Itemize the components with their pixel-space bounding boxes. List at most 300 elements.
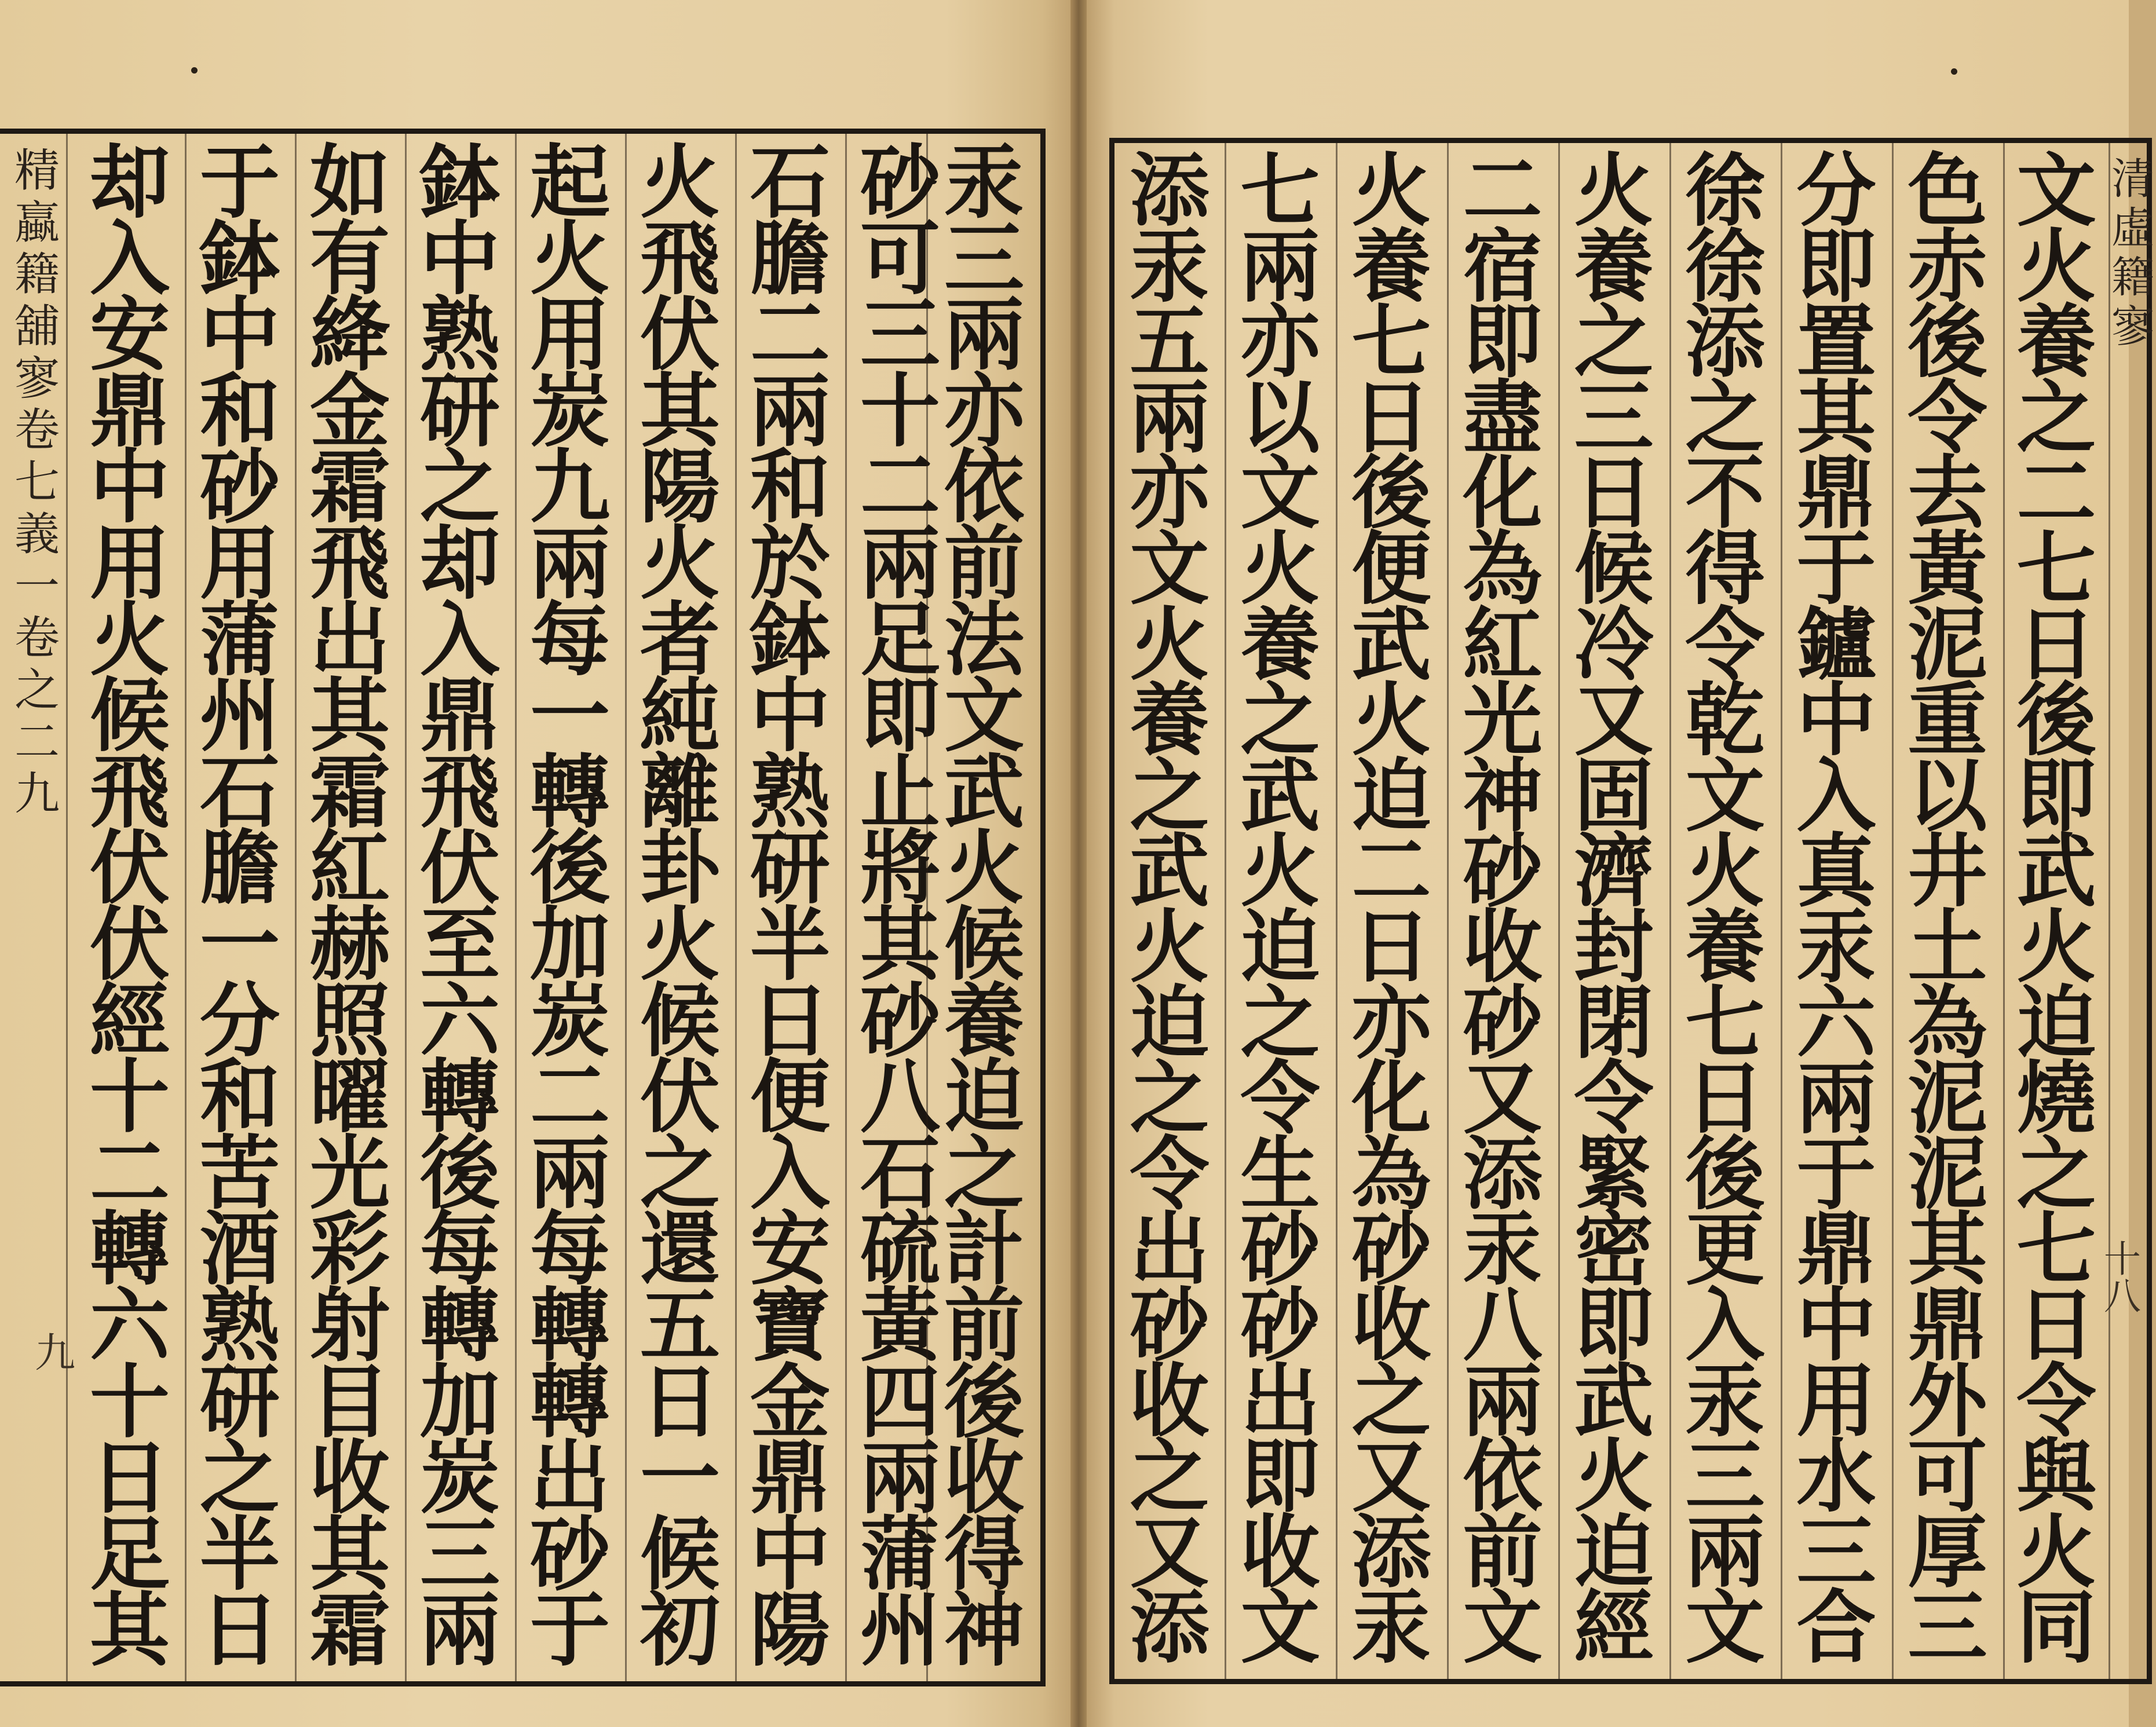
text-char: 鼎 [750,1430,831,1525]
text-char: 絳 [309,287,390,382]
text-char: 石 [860,1125,941,1220]
text-char: 可 [1907,1430,1987,1524]
text-char: 去 [1907,447,1987,540]
text-char: 七 [2016,522,2096,616]
text-char: 更 [1685,1203,1765,1297]
text-char: 泥 [1907,1127,1987,1221]
text-char: 熟 [199,1278,280,1373]
text-char: 卷 [14,612,60,665]
text-char: 安 [89,287,170,382]
text-char: 徐 [1685,144,1765,237]
text-char: 伏 [89,897,170,991]
text-char: 十 [89,1049,170,1144]
text-char: 光 [309,1125,390,1220]
text-char: 可 [860,211,941,306]
text-char: 外 [1907,1354,1987,1448]
text-char: 起 [529,135,611,229]
text-char: 三 [1574,371,1654,464]
text-char: 其 [309,1506,390,1601]
left-folio: 九 [35,1329,75,1377]
text-char: 之 [1240,976,1320,1070]
text-char: 中 [1796,1278,1876,1372]
text-char: 收 [309,1430,390,1525]
text-char: 研 [199,1354,280,1449]
text-char: 止 [860,744,941,839]
text-char: 精 [14,145,60,197]
text-char: 飛 [309,515,390,610]
text-char: 砂 [1351,1203,1431,1297]
text-char: 義 [14,508,60,561]
text-char: 光 [1463,674,1543,767]
text-char: 文 [1463,1581,1543,1675]
text-char: 卷 [14,404,60,457]
text-char: 日 [89,1430,170,1525]
text-char: 足 [860,592,941,687]
text-char: 熟 [419,287,500,382]
text-char: 霜 [309,440,390,535]
right-column-6 [1448,143,1557,1689]
text-char: 日 [750,973,831,1068]
text-char: 為 [1907,976,1987,1070]
text-char: 即 [1240,1430,1320,1524]
text-char: 寥 [14,352,60,405]
text-char: 彩 [309,1202,390,1297]
text-char: 黃 [860,1278,941,1373]
text-char: 中 [1796,674,1876,767]
text-char: 合 [1796,1581,1876,1675]
text-char: 又 [1351,1430,1431,1524]
text-char: 前 [944,1278,1025,1373]
text-char: 泥 [1907,1052,1987,1146]
right-text-frame [1109,138,2152,1684]
text-char: 宿 [1463,219,1543,313]
text-char: 伏 [419,821,500,916]
text-char: 于 [199,135,280,229]
left-column-1 [932,134,1036,1692]
right-margin-title [2110,143,2156,1691]
text-char: 之 [640,1125,721,1220]
right-column-5 [1559,143,1668,1689]
text-char: 金 [750,1354,831,1449]
text-char: 收 [944,1430,1025,1525]
text-char: 每 [529,1202,611,1297]
text-char: 日 [640,1354,721,1449]
text-char: 之 [944,1125,1025,1220]
text-char: 金 [309,363,390,458]
text-char: 火 [1130,598,1209,691]
text-char: 苦 [199,1125,280,1220]
text-char: 却 [89,135,170,229]
text-char: 令 [2016,1354,2096,1448]
text-char: 令 [1685,598,1765,691]
text-char: 神 [944,1583,1025,1678]
text-char: 計 [944,1202,1025,1297]
text-char: 足 [89,1506,170,1601]
text-char: 加 [529,897,611,991]
text-char: 三 [944,211,1025,306]
text-char: 砂 [1240,1203,1320,1297]
text-char: 其 [89,1583,170,1678]
text-char: 半 [750,897,831,991]
text-char: 初 [640,1583,721,1678]
left-text-frame [0,129,1046,1686]
text-char: 收 [1463,900,1543,994]
text-char: 膽 [199,821,280,916]
text-char: 石 [199,744,280,839]
text-char: 霜 [309,744,390,839]
text-char: 火 [1240,825,1320,919]
text-char: 二 [89,1125,170,1220]
text-char: 鼎 [1796,1203,1876,1297]
text-char: 日 [1574,447,1654,540]
text-char: 便 [750,1049,831,1144]
text-char: 迫 [1240,900,1320,994]
right-folio: 十八 [2097,1239,2140,1313]
right-column-8 [1226,143,1335,1689]
text-char: 霜 [309,1583,390,1678]
text-char: 一 [199,897,280,991]
text-char: 盡 [1463,371,1543,464]
right-column-3 [1782,143,1891,1689]
text-char: 其 [1907,1203,1987,1297]
text-char: 前 [1463,1505,1543,1599]
text-char: 伏 [640,287,721,382]
text-char: 八 [1463,1278,1543,1372]
text-char: 六 [1796,976,1876,1070]
text-char: 熟 [750,744,831,839]
text-char: 兩 [1240,219,1320,313]
text-char: 伏 [89,821,170,916]
text-char: 飛 [640,211,721,306]
text-char: 之 [1574,295,1654,389]
text-char: 用 [199,515,280,610]
text-char: 生 [1240,1127,1320,1221]
text-char: 硫 [860,1202,941,1297]
text-char: 後 [419,1125,500,1220]
text-char: 真 [1796,825,1876,919]
text-char: 虛 [2111,203,2154,254]
text-char: 文 [1240,1581,1320,1675]
text-char: 出 [1130,1203,1209,1297]
text-char: 砂 [1240,1278,1320,1372]
text-char: 于 [529,1583,611,1678]
text-char: 三 [1796,1505,1876,1599]
text-char: 入 [1796,749,1876,843]
text-char: 亦 [1130,447,1209,540]
text-char: 二 [750,287,831,382]
text-char: 者 [640,592,721,687]
text-char: 武 [1574,1354,1654,1448]
text-char: 又 [1463,1052,1543,1146]
text-char: 便 [1351,522,1431,616]
text-char: 一 [640,1430,721,1525]
text-char: 六 [89,1278,170,1373]
text-char: 砂 [529,1506,611,1601]
text-char: 一 [14,560,60,613]
text-char: 射 [309,1278,390,1373]
text-char: 兩 [750,363,831,458]
text-char: 鼎 [1907,1278,1987,1372]
text-char: 赤 [1907,219,1987,313]
text-char: 兩 [1796,1052,1876,1146]
text-char: 養 [1351,219,1431,313]
text-char: 之 [1240,674,1320,767]
text-char: 之 [1130,1430,1209,1524]
text-char: 入 [750,1125,831,1220]
text-char: 日 [1685,1052,1765,1146]
text-char: 密 [1574,1203,1654,1297]
right-column-4 [1671,143,1779,1689]
text-char: 日 [199,1583,280,1678]
text-char: 九 [529,440,611,535]
text-char: 如 [309,135,390,229]
text-char: 州 [860,1583,941,1678]
text-char: 即 [860,668,941,763]
text-char: 汞 [1796,900,1876,994]
text-char: 候 [1574,522,1654,616]
text-char: 和 [750,440,831,535]
left-column-8 [185,134,295,1692]
text-char: 于 [1796,522,1876,616]
text-char: 寶 [750,1278,831,1373]
text-char: 有 [309,211,390,306]
text-char: 二 [1351,825,1431,919]
text-char: 日 [1351,900,1431,994]
text-char: 後 [1351,447,1431,540]
text-char: 陽 [750,1583,831,1678]
text-char: 即 [1796,219,1876,313]
text-char: 火 [1351,144,1431,237]
text-char: 赫 [309,897,390,991]
text-char: 同 [2016,1581,2096,1675]
text-char: 即 [2016,749,2096,843]
text-char: 六 [419,973,500,1068]
text-char: 其 [309,668,390,763]
text-char: 水 [1796,1430,1876,1524]
text-char: 文 [2016,144,2096,237]
text-char: 收 [1130,1354,1209,1448]
text-char: 出 [529,1430,611,1525]
text-char: 添 [1130,144,1209,237]
text-char: 汞 [944,135,1025,229]
text-char: 養 [1574,219,1654,313]
text-char: 添 [1463,1127,1543,1221]
text-char: 三 [419,1506,500,1601]
left-column-9 [75,134,185,1692]
text-char: 之 [2016,1127,2096,1221]
text-char: 日 [1351,371,1431,464]
text-char: 火 [640,515,721,610]
text-char: 火 [1685,825,1765,919]
text-char: 候 [640,973,721,1068]
text-char: 九 [14,768,60,821]
text-char: 轉 [89,1202,170,1297]
text-char: 置 [1796,295,1876,389]
text-char: 養 [1240,598,1320,691]
text-char: 又 [1130,1505,1209,1599]
text-char: 火 [1351,674,1431,767]
text-char: 其 [860,897,941,991]
text-char: 鉢 [419,135,500,229]
text-char: 文 [1685,1581,1765,1675]
text-char: 砂 [860,973,941,1068]
text-char: 亦 [1351,976,1431,1070]
text-char: 三 [860,287,941,382]
text-char: 火 [1240,522,1320,616]
text-char: 法 [944,592,1025,687]
text-char: 于 [1796,1127,1876,1221]
text-char: 至 [419,897,500,991]
text-char: 炭 [419,1430,500,1525]
text-char: 色 [1907,144,1987,237]
text-char: 伏 [640,1049,721,1144]
text-char: 二 [1463,144,1543,237]
text-char: 火 [2016,900,2096,994]
text-char: 每 [529,592,611,687]
text-char: 還 [640,1202,721,1297]
text-char: 七 [14,456,60,509]
text-char: 純 [640,668,721,763]
text-char: 炭 [529,973,611,1068]
text-char: 武 [944,744,1025,839]
text-char: 中 [199,287,280,382]
text-char: 收 [1240,1505,1320,1599]
text-char: 半 [199,1506,280,1601]
text-char: 候 [640,1506,721,1601]
text-char: 用 [1796,1354,1876,1448]
text-char: 不 [1685,447,1765,540]
text-char: 之 [1351,1354,1431,1448]
text-char: 兩 [860,1430,941,1525]
text-char: 却 [419,515,500,610]
text-char: 添 [1351,1505,1431,1599]
text-char: 迫 [1351,749,1431,843]
text-char: 中 [89,440,170,535]
text-char: 離 [640,744,721,839]
text-char: 研 [750,821,831,916]
text-char: 武 [1351,598,1431,691]
text-char: 三 [1685,1430,1765,1524]
text-char: 兩 [944,287,1025,382]
text-char: 鼎 [89,363,170,458]
text-char: 即 [1463,295,1543,389]
text-char: 七 [1240,144,1320,237]
text-char: 紅 [309,821,390,916]
text-char: 為 [1463,522,1543,616]
text-char: 泥 [1907,598,1987,691]
text-char: 迫 [2016,976,2096,1070]
text-char: 蒲 [860,1506,941,1601]
text-char: 二 [860,440,941,535]
text-char: 中 [750,668,831,763]
text-char: 厚 [1907,1505,1987,1599]
text-char: 鼎 [1796,447,1876,540]
text-char: 分 [199,973,280,1068]
text-char: 文 [1685,749,1765,843]
column-rule [926,134,928,1681]
text-char: 兩 [529,1125,611,1220]
text-char: 將 [860,821,941,916]
text-char: 八 [860,1049,941,1144]
text-char: 武 [1240,749,1320,843]
text-char: 火 [640,897,721,991]
text-char: 閉 [1574,976,1654,1070]
text-char: 依 [1463,1430,1543,1524]
text-char: 火 [1574,1430,1654,1524]
right-column-1 [2004,143,2109,1689]
text-char: 養 [944,973,1025,1068]
text-char: 曜 [309,1049,390,1144]
text-char: 冷 [1574,598,1654,691]
text-char: 四 [860,1354,941,1449]
text-char: 火 [529,211,611,306]
text-char: 鑪 [1796,598,1876,691]
text-char: 化 [1351,1052,1431,1146]
book-gutter [1070,0,1087,1727]
text-char: 轉 [529,1278,611,1373]
left-margin-title [5,134,69,1693]
text-char: 與 [2016,1430,2096,1524]
text-char: 之 [1685,371,1765,464]
text-char: 兩 [1463,1354,1543,1448]
text-char: 鉢 [750,592,831,687]
text-char: 迫 [1574,1505,1654,1599]
text-char: 清 [2111,154,2154,204]
text-char: 汞 [1351,1581,1431,1675]
text-char: 膽 [750,211,831,306]
right-column-7 [1337,143,1446,1689]
text-char: 目 [309,1354,390,1449]
text-char: 兩 [419,1583,500,1678]
text-char: 飛 [419,744,500,839]
text-char: 和 [199,363,280,458]
column-rule [66,134,68,1681]
text-char: 之 [419,440,500,535]
text-char: 兩 [1130,371,1209,464]
text-char: 酒 [199,1202,280,1297]
text-char: 二 [14,716,60,769]
text-char: 武 [1130,825,1209,919]
text-char: 神 [1463,749,1543,843]
right-column-9 [1117,143,1222,1689]
text-char: 卦 [640,821,721,916]
text-char: 汞 [1463,1203,1543,1297]
text-char: 火 [944,821,1025,916]
text-char: 乾 [1685,674,1765,767]
text-char: 砂 [1463,976,1543,1070]
text-char: 入 [419,592,500,687]
text-char: 出 [309,592,390,687]
text-char: 砂 [1130,1278,1209,1372]
text-char: 炭 [529,363,611,458]
text-char: 砂 [860,135,941,229]
text-char: 安 [750,1202,831,1297]
text-char: 鼎 [419,668,500,763]
text-char: 即 [1574,1278,1654,1372]
ink-dot [1951,68,1957,75]
text-char: 經 [89,973,170,1068]
text-char: 封 [1574,900,1654,994]
text-char: 之 [199,1430,280,1525]
text-char: 於 [750,515,831,610]
text-char: 兩 [529,515,611,610]
text-char: 入 [1685,1278,1765,1372]
text-char: 籍 [2111,253,2154,303]
text-char: 其 [640,363,721,458]
text-char: 添 [1130,1581,1209,1675]
text-char: 得 [944,1506,1025,1601]
text-char: 武 [2016,825,2096,919]
